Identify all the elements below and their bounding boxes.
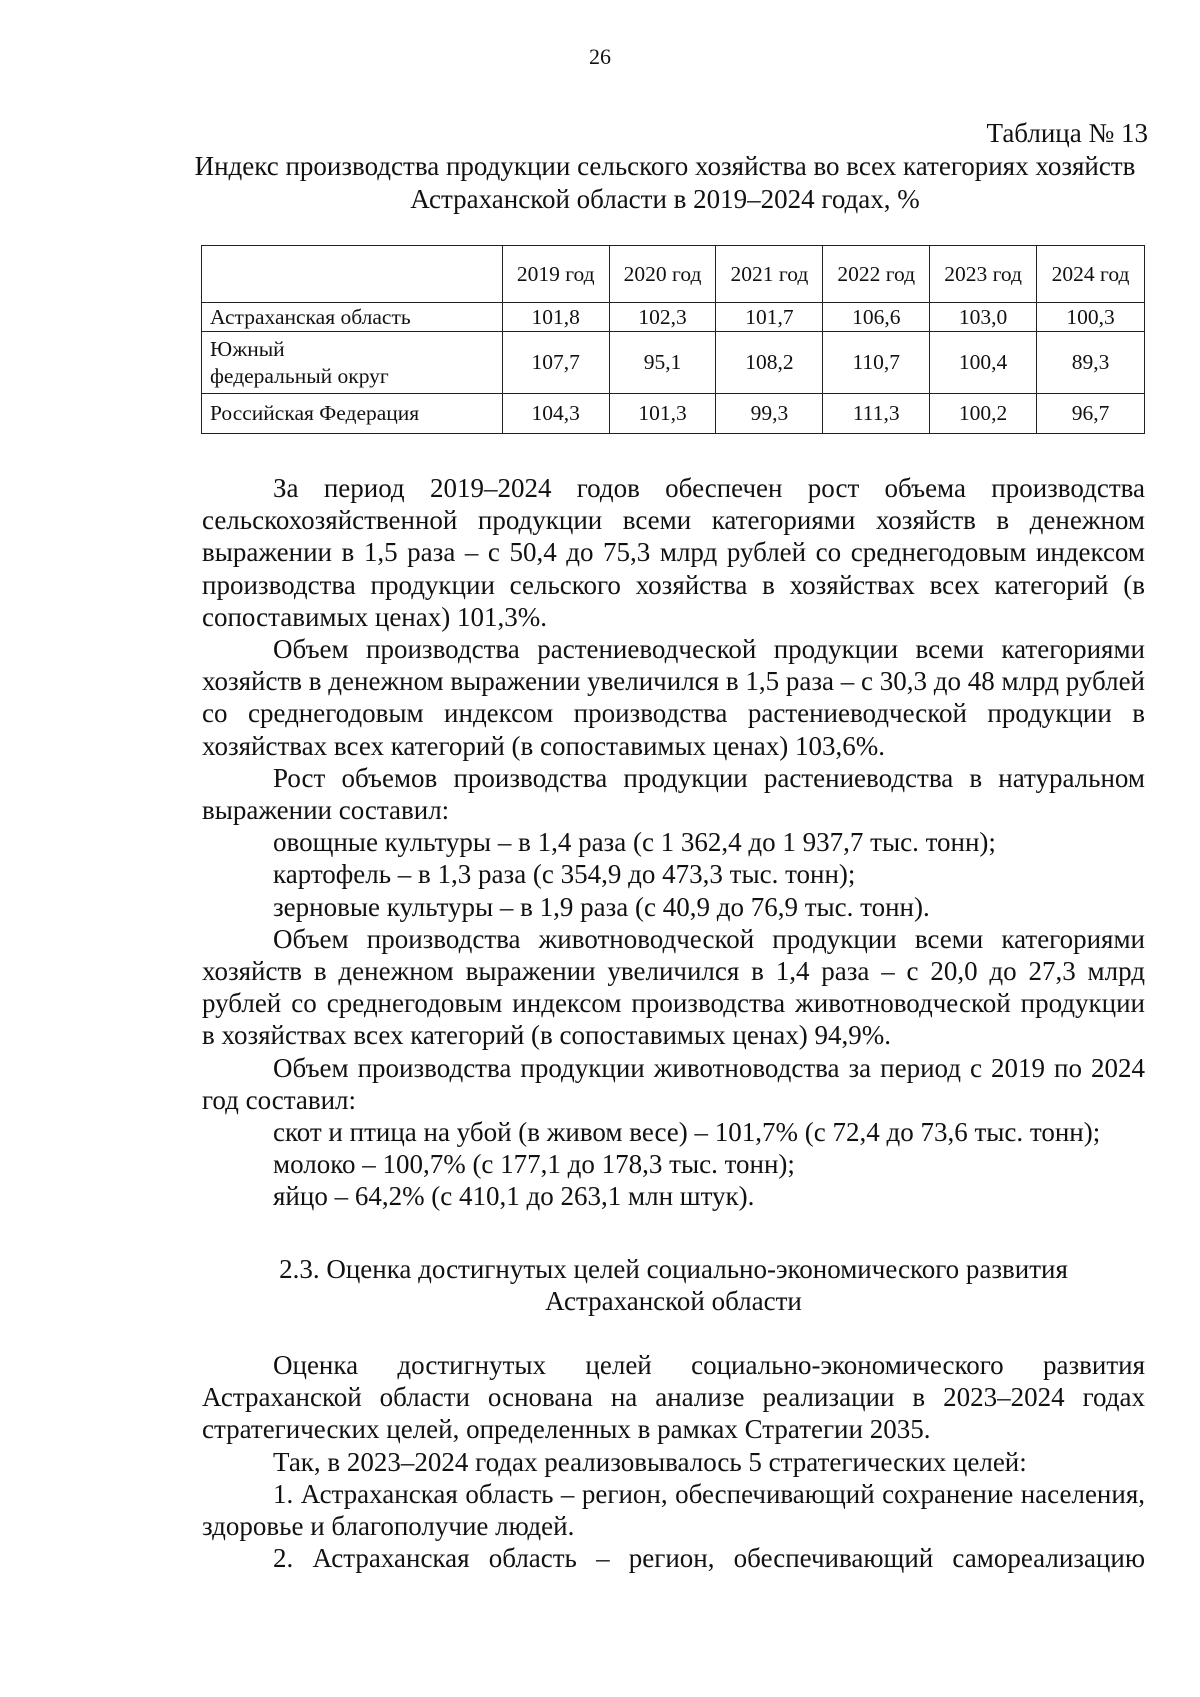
table-cell: 102,3 xyxy=(609,303,716,332)
paragraph: Оценка достигнутых целей социально-экономического развития Астраханской области основана на анализе реализации в 2023–2024 годах стратегических целей, определенных в рамках Стратегии 2035. xyxy=(202,1350,1145,1445)
table-cell: 89,3 xyxy=(1037,332,1145,394)
paragraph: Объем производства животноводческой продукции всеми категориями хозяйств в денежном выражении увеличился в 1,4 раза – с 20,0 до 27,3 млрд рублей со среднегодовым индексом производства животноводческой продукции в хозяйствах всех категорий (в сопоставимых ценах) 94,9%. xyxy=(202,923,1145,1051)
list-item: овощные культуры – в 1,4 раза (с 1 362,4 до 1 937,7 тыс. тонн); xyxy=(273,827,996,858)
table-cell: 95,1 xyxy=(609,332,716,394)
table-cell: 101,7 xyxy=(716,303,823,332)
table-cell: 99,3 xyxy=(716,394,823,434)
paragraph: За период 2019–2024 годов обеспечен рост объема производства сельскохозяйственной продукции всеми категориями хозяйств в денежном выражении в 1,5 раза – с 50,4 до 75,3 млрд рублей со среднегодовым индексом производства продукции сельского хозяйства в хозяйствах всех категорий (в сопоставимых ценах) 101,3%. xyxy=(202,473,1145,632)
table-cell: 108,2 xyxy=(716,332,823,394)
table-header-blank xyxy=(202,246,503,303)
table-row xyxy=(202,303,1145,332)
page-number: 26 xyxy=(589,44,611,69)
list-item: скот и птица на убой (в живом весе) – 101,7% (с 72,4 до 73,6 тыс. тонн); xyxy=(273,1117,1101,1148)
paragraph: Объем производства продукции животноводства за период с 2019 по 2024 год составил: xyxy=(202,1052,1145,1115)
paragraph: Объем производства растениеводческой продукции всеми категориями хозяйств в денежном выражении увеличился в 1,5 раза – с 30,3 до 48 млрд рублей со среднегодовым индексом производства растениеводческой продукции в хозяйствах всех категорий (в сопоставимых ценах) 103,6%. xyxy=(202,634,1145,761)
list-item: яйцо – 64,2% (с 410,1 до 263,1 млн штук). xyxy=(273,1181,755,1212)
list-item: зерновые культуры – в 1,9 раза (с 40,9 до 76,9 тыс. тонн). xyxy=(273,891,930,922)
table-row xyxy=(202,394,1145,434)
table-header-year: 2024 год xyxy=(1037,246,1145,303)
table-cell: 101,3 xyxy=(609,394,716,434)
table-cell: 103,0 xyxy=(930,303,1037,332)
table-cell: 107,7 xyxy=(502,332,609,394)
table-title: Индекс производства продукции сельского хозяйства во всех категориях хозяйств Астраханской области в 2019–2024 годах, % xyxy=(194,151,1136,214)
table-cell: 110,7 xyxy=(823,332,930,394)
table-cell: 100,2 xyxy=(930,394,1037,434)
table-cell-region: Южный федеральный округ xyxy=(202,332,503,394)
list-item: картофель – в 1,3 раза (с 354,9 до 473,3 тыс. тонн); xyxy=(273,859,856,890)
table-cell: 100,4 xyxy=(930,332,1037,394)
table-cell: 106,6 xyxy=(823,303,930,332)
table-row xyxy=(202,332,1145,394)
table-cell-region: Российская Федерация xyxy=(202,394,503,434)
table-cell: 96,7 xyxy=(1037,394,1145,434)
paragraph: Рост объемов производства продукции растениеводства в натуральном выражении составил: xyxy=(202,762,1145,826)
paragraph: Так, в 2023–2024 годах реализовывалось 5 стратегических целей: xyxy=(273,1446,1027,1477)
body-text xyxy=(202,472,1145,1213)
table-label: Таблица № 13 xyxy=(986,118,1148,148)
table-cell: 100,3 xyxy=(1037,303,1145,332)
table-header-year: 2019 год xyxy=(502,246,609,303)
table-header-year: 2022 год xyxy=(823,246,930,303)
table-header-year: 2023 год xyxy=(930,246,1037,303)
table-cell: 111,3 xyxy=(823,394,930,434)
table-header-row xyxy=(202,246,1145,303)
table-header-year: 2020 год xyxy=(609,246,716,303)
list-item: молоко – 100,7% (с 177,1 до 178,3 тыс. тонн); xyxy=(273,1149,795,1180)
production-index-table xyxy=(201,245,1145,434)
list-item: 1. Астраханская область – регион, обеспечивающий сохранение населения, здоровье и благополучие людей. xyxy=(202,1478,1145,1542)
list-item: 2. Астраханская область – регион, обеспечивающий самореализацию xyxy=(273,1543,1145,1574)
table-header-year: 2021 год xyxy=(716,246,823,303)
table-cell: 104,3 xyxy=(502,394,609,434)
section-text xyxy=(202,1349,1145,1574)
section-heading: 2.3. Оценка достигнутых целей социально-экономического развития Астраханской области xyxy=(279,1254,1068,1316)
table-cell: 101,8 xyxy=(502,303,609,332)
table-cell-region: Астраханская область xyxy=(202,303,503,332)
